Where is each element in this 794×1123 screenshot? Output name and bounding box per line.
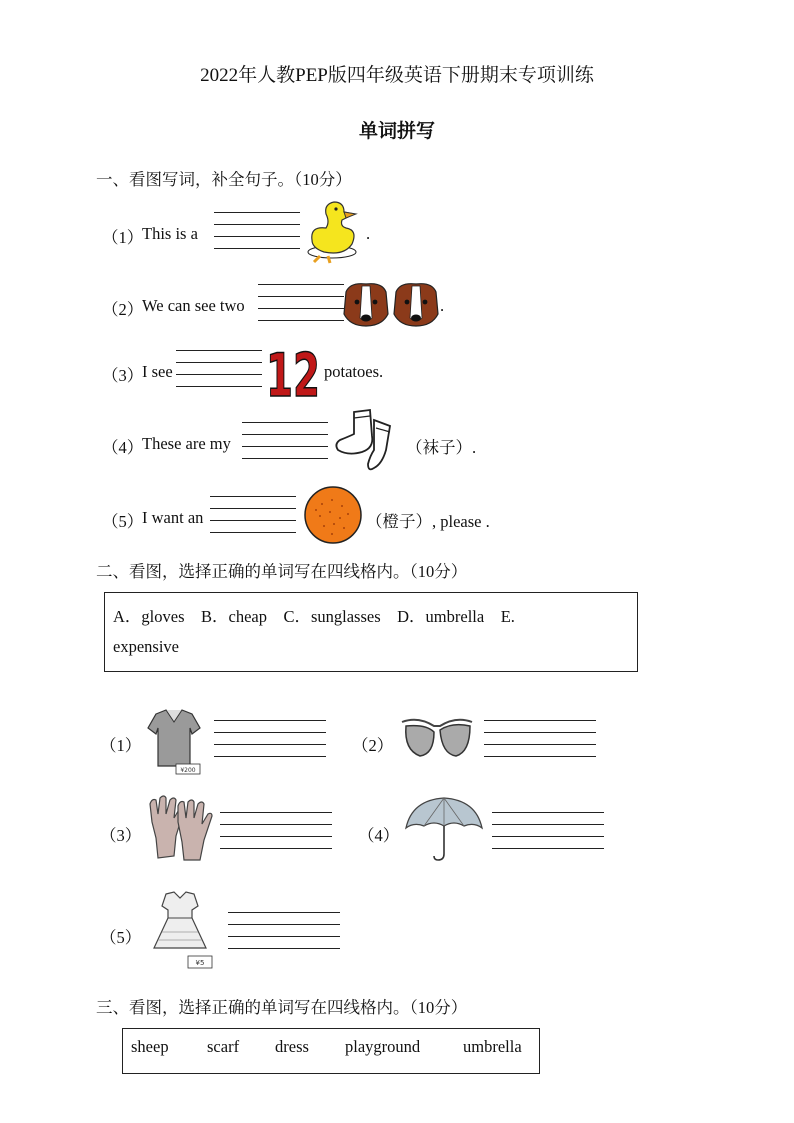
dogs-icon	[342, 280, 445, 330]
s2-q3-number: （3）	[100, 826, 142, 845]
s1-q2-text: We can see two	[142, 296, 245, 315]
s1-q2-number: （2）	[102, 300, 144, 319]
sunglasses-icon	[398, 712, 476, 768]
dress-price-tag: ¥5	[195, 959, 205, 967]
duck-icon	[300, 196, 364, 266]
orange-icon	[302, 484, 364, 546]
shirt-icon	[142, 706, 206, 778]
s2-q1-writing-lines[interactable]	[214, 720, 326, 758]
s1-q3-end: potatoes.	[324, 362, 384, 381]
section2-options-line1: A．gloves B．cheap C．sunglasses D．umbrella E.	[113, 607, 515, 626]
s1-q4-number: （4）	[102, 438, 144, 457]
number-twelve-graphic	[264, 342, 322, 400]
s1-q4-writing-lines[interactable]	[242, 422, 328, 460]
section2-options-line2: expensive	[113, 637, 179, 656]
s1-q1-text: This is a	[142, 224, 198, 243]
s2-q3-writing-lines[interactable]	[220, 812, 332, 850]
s1-q4-text: These are my	[142, 434, 231, 453]
s1-q5-number: （5）	[102, 512, 144, 531]
s1-q2-end: .	[440, 296, 445, 315]
page-title: 2022年人教PEP版四年级英语下册期末专项训练	[200, 65, 594, 86]
section2-options-box	[104, 592, 638, 672]
s2-q2-writing-lines[interactable]	[484, 720, 596, 758]
section3-heading: 三、看图，选择正确的单词写在四线格内。（10分）	[96, 998, 468, 1017]
section3-word-sheep: sheep	[131, 1037, 169, 1056]
section3-word-playground: playground	[345, 1037, 421, 1056]
section3-word-dress: dress	[275, 1037, 309, 1056]
s1-q3-text: I see	[142, 362, 173, 381]
s1-q1-writing-lines[interactable]	[214, 212, 300, 250]
s1-q1-end: .	[366, 224, 371, 243]
s2-q1-number: （1）	[100, 736, 142, 755]
section3-word-umbrella: umbrella	[463, 1037, 522, 1056]
s2-q2-number: （2）	[352, 736, 394, 755]
section3-word-scarf: scarf	[207, 1037, 240, 1056]
socks-icon	[332, 406, 404, 474]
s1-q4-end: （袜子）.	[406, 438, 477, 457]
s1-q3-number: （3）	[102, 366, 144, 385]
s1-q5-writing-lines[interactable]	[210, 496, 296, 534]
section1-heading: 一、看图写词，补全句子。（10分）	[96, 170, 352, 189]
s1-q5-text: I want an	[142, 508, 204, 527]
umbrella-icon	[402, 792, 486, 864]
s2-q5-number: （5）	[100, 928, 142, 947]
s2-q5-writing-lines[interactable]	[228, 912, 340, 950]
section2-heading: 二、看图，选择正确的单词写在四线格内。（10分）	[96, 562, 468, 581]
shirt-price-tag: ¥200	[180, 767, 196, 774]
s1-q3-writing-lines[interactable]	[176, 350, 262, 388]
s2-q4-writing-lines[interactable]	[492, 812, 604, 850]
gloves-icon	[144, 792, 216, 866]
s1-q5-end: （橙子）, please .	[366, 512, 490, 531]
section3-word-box	[122, 1028, 540, 1074]
page-subtitle: 单词拼写	[358, 120, 435, 142]
s1-q2-writing-lines[interactable]	[258, 284, 344, 322]
s1-q1-number: （1）	[102, 228, 144, 247]
dress-icon	[144, 888, 218, 974]
number-twelve-label: 12	[266, 342, 320, 400]
s2-q4-number: （4）	[358, 826, 400, 845]
